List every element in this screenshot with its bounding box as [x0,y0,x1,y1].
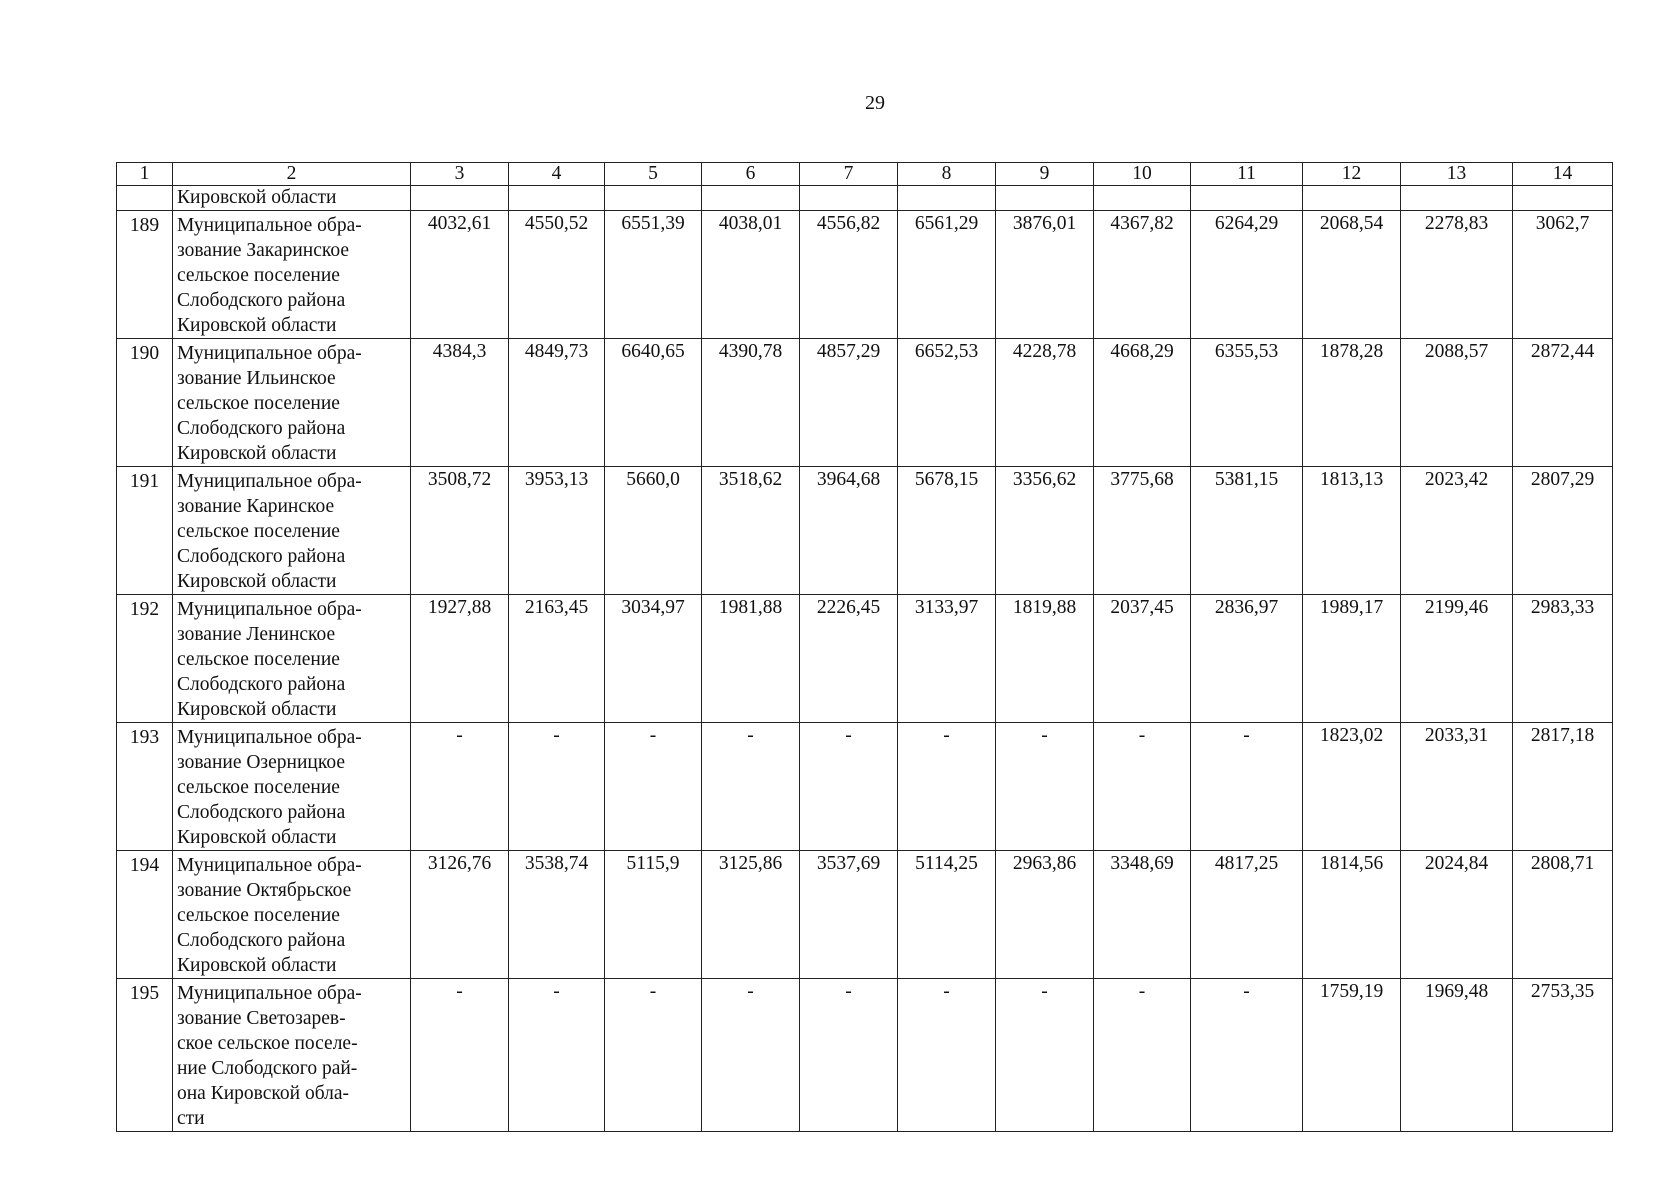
value-cell: 2199,46 [1401,595,1513,723]
value-cell: 2817,18 [1513,723,1613,851]
value-cell: 4228,78 [996,339,1094,467]
value-cell: - [1191,979,1303,1132]
value-cell: 4817,25 [1191,851,1303,979]
value-cell: 5114,25 [898,851,996,979]
value-cell: 4384,3 [411,339,509,467]
value-cell: 3876,01 [996,211,1094,339]
value-cell: 1927,88 [411,595,509,723]
value-cell: 2068,54 [1303,211,1401,339]
value-cell: 2836,97 [1191,595,1303,723]
value-cell: 1981,88 [702,595,800,723]
table-row [117,723,1613,851]
value-cell: - [509,979,605,1132]
value-cell: 6561,29 [898,211,996,339]
value-cell: 6264,29 [1191,211,1303,339]
value-cell: 3356,62 [996,467,1094,595]
value-cell: 3964,68 [800,467,898,595]
value-cell: 2024,84 [1401,851,1513,979]
column-header: 7 [800,163,898,186]
column-header: 5 [605,163,702,186]
value-cell: 4038,01 [702,211,800,339]
municipality-name: Муниципальное обра- зование Закаринское сельское поселение Слободского района Кировской области [173,211,411,339]
column-header: 13 [1401,163,1513,186]
value-cell: 4390,78 [702,339,800,467]
value-cell: 2226,45 [800,595,898,723]
value-cell: 3133,97 [898,595,996,723]
value-cell: 2807,29 [1513,467,1613,595]
table-row [117,339,1613,467]
row-number: 195 [117,979,173,1132]
value-cell: 5678,15 [898,467,996,595]
value-cell: 4032,61 [411,211,509,339]
column-header: 12 [1303,163,1401,186]
column-header: 4 [509,163,605,186]
value-cell: 2983,33 [1513,595,1613,723]
value-cell: - [509,723,605,851]
page-number: 29 [865,92,885,114]
table-body [117,163,1613,1132]
row-number: 194 [117,851,173,979]
value-cell: 2963,86 [996,851,1094,979]
column-header: 8 [898,163,996,186]
column-header: 3 [411,163,509,186]
value-cell: 3125,86 [702,851,800,979]
value-cell: 2037,45 [1094,595,1191,723]
municipality-name: Муниципальное обра- зование Светозарев- ское сельское поселе- ние Слободского рай- она Кировской обла- сти [173,979,411,1132]
column-header: 9 [996,163,1094,186]
value-cell: - [898,723,996,851]
table-row [117,979,1613,1132]
value-cell: 1989,17 [1303,595,1401,723]
value-cell: 1819,88 [996,595,1094,723]
value-cell: - [800,979,898,1132]
value-cell: 3775,68 [1094,467,1191,595]
value-cell: 5115,9 [605,851,702,979]
value-cell: 3953,13 [509,467,605,595]
value-cell: 2023,42 [1401,467,1513,595]
row-number: 189 [117,211,173,339]
table-row [117,851,1613,979]
table-row [117,595,1613,723]
municipality-name: Муниципальное обра- зование Каринское сельское поселение Слободского района Кировской области [173,467,411,595]
municipality-name: Муниципальное обра- зование Октябрьское сельское поселение Слободского района Кировской области [173,851,411,979]
column-header: 6 [702,163,800,186]
value-cell: 3062,7 [1513,211,1613,339]
value-cell: 4367,82 [1094,211,1191,339]
row-number: 192 [117,595,173,723]
column-header: 1 [117,163,173,186]
value-cell: - [800,723,898,851]
value-cell: 3538,74 [509,851,605,979]
value-cell: 2753,35 [1513,979,1613,1132]
value-cell: 6551,39 [605,211,702,339]
value-cell: 3537,69 [800,851,898,979]
value-cell: - [996,723,1094,851]
value-cell: - [605,723,702,851]
table-row [117,467,1613,595]
value-cell: 2808,71 [1513,851,1613,979]
value-cell: 5660,0 [605,467,702,595]
value-cell: 1814,56 [1303,851,1401,979]
value-cell: 3518,62 [702,467,800,595]
data-table [116,162,1613,1132]
table-row [117,211,1613,339]
value-cell: 2278,83 [1401,211,1513,339]
value-cell: 1823,02 [1303,723,1401,851]
value-cell: - [702,723,800,851]
value-cell: - [1191,723,1303,851]
value-cell: 3126,76 [411,851,509,979]
value-cell: 5381,15 [1191,467,1303,595]
continuation-name: Кировской области [173,186,411,211]
value-cell: - [702,979,800,1132]
value-cell: 3508,72 [411,467,509,595]
value-cell: 6355,53 [1191,339,1303,467]
column-header: 11 [1191,163,1303,186]
municipality-name: Муниципальное обра- зование Озерницкое сельское поселение Слободского района Кировской области [173,723,411,851]
value-cell: 1813,13 [1303,467,1401,595]
value-cell: 2163,45 [509,595,605,723]
column-header: 2 [173,163,411,186]
value-cell: - [996,979,1094,1132]
value-cell: - [411,979,509,1132]
value-cell: 4556,82 [800,211,898,339]
value-cell: 4857,29 [800,339,898,467]
value-cell: 6640,65 [605,339,702,467]
value-cell: 1878,28 [1303,339,1401,467]
value-cell: - [1094,723,1191,851]
value-cell: - [1094,979,1191,1132]
row-number: 191 [117,467,173,595]
continuation-row [117,186,1613,211]
value-cell: 2872,44 [1513,339,1613,467]
municipality-name: Муниципальное обра- зование Ильинское сельское поселение Слободского района Кировской области [173,339,411,467]
value-cell: 4849,73 [509,339,605,467]
value-cell: - [605,979,702,1132]
value-cell: 2033,31 [1401,723,1513,851]
value-cell: 3348,69 [1094,851,1191,979]
value-cell: 1969,48 [1401,979,1513,1132]
value-cell: - [898,979,996,1132]
row-number: 190 [117,339,173,467]
value-cell: 2088,57 [1401,339,1513,467]
municipality-name: Муниципальное обра- зование Ленинское сельское поселение Слободского района Кировской области [173,595,411,723]
column-header-row [117,163,1613,186]
column-header: 14 [1513,163,1613,186]
value-cell: 1759,19 [1303,979,1401,1132]
value-cell: 4550,52 [509,211,605,339]
value-cell: 6652,53 [898,339,996,467]
value-cell: 4668,29 [1094,339,1191,467]
column-header: 10 [1094,163,1191,186]
value-cell: - [411,723,509,851]
value-cell: 3034,97 [605,595,702,723]
row-number: 193 [117,723,173,851]
